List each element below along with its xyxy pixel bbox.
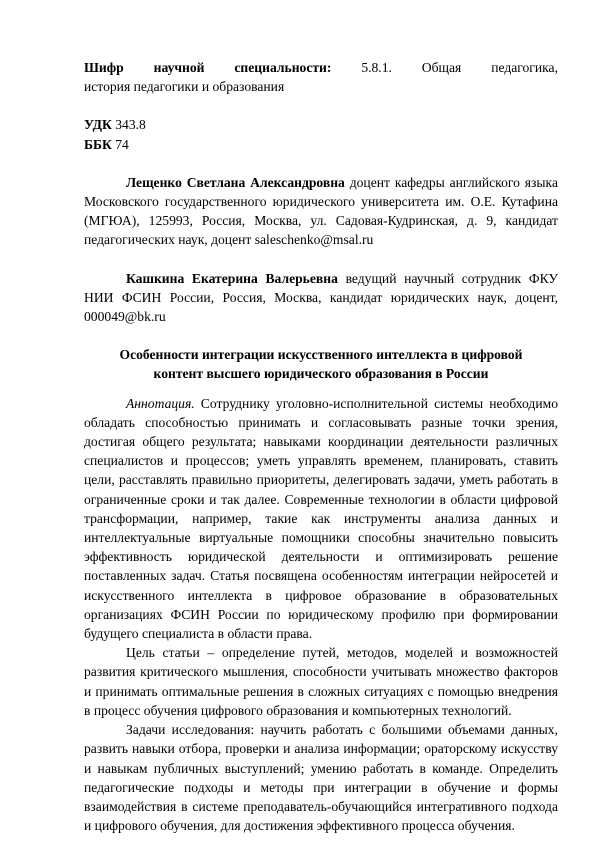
abstract-paragraph-2: Цель статьи – определение путей, методов, моделей и возможностей развития критического мышления, способности учитывать множество факторов и принимать оптимальные решения в сложных ситуациях с помощью внедрения в процесс обучения цифрового образования и компьютерных технологий.	[84, 645, 558, 718]
document-page	[84, 58, 558, 835]
bbk-value: 74	[115, 136, 129, 152]
author1-block	[84, 173, 558, 250]
specialty-line-1	[84, 58, 558, 77]
abstract-text-1: Сотруднику уголовно-исполнительной системы необходимо обладать способностью принимать и согласовывать разные точки зрения, достигая общего результата; навыками координации деятельности различных специалистов и процессов; уметь управлять временем, планировать, ставить цели, расставлять правильно приоритеты, делегировать задачи, уметь работать в ограниченные сроки и так далее. Современные технологии в области цифровой трансформации, например, такие как инструменты анализа данных и интеллектуальные виртуальные помощники способны значительно повысить эффективность юридической деятельности и оптимизировать решение поставленных задач. Статья посвящена особенностям интеграции нейросетей и искусственного интеллекта в цифровое образование в образовательных организациях ФСИН России по юридическому профилю при формировании будущего специалиста в области права.	[84, 395, 558, 642]
title-line-2: контент высшего юридического образования в России	[153, 366, 489, 382]
udk-value: 343.8	[115, 117, 146, 133]
specialty-label: Шифр научной специальности:	[84, 60, 332, 75]
author1-info: доцент кафедры английского языка Московского государственного юридического университета им. О.Е. Кутафина (МГЮА), 125993, Россия, Москва, ул. Садовая-Кудринская, д. 9, кандидат педагогических наук, доцент saleschenko@msal.ru	[84, 174, 558, 248]
udk-label: УДК	[84, 117, 112, 133]
author2-info: ведущий научный сотрудник ФКУ НИИ ФСИН России, Россия, Москва, кандидат юридических наук, доцент, 000049@bk.ru	[84, 270, 558, 325]
specialty-value-2: история педагогики и образования	[84, 79, 285, 95]
title-line-1: Особенности интеграции искусственного интеллекта в цифровой	[119, 347, 523, 363]
author2-name: Кашкина Екатерина Валерьевна	[126, 270, 338, 286]
author1-name: Лещенко Светлана Александровна	[126, 174, 345, 190]
bbk-line	[84, 135, 558, 154]
abstract-paragraph-3: Задачи исследования: научить работать с большими объемами данных, развить навыки отбора, проверки и анализа информации; ораторскому искусству и навыкам публичных выступлений; умению работать в команде. Определить педагогические подходы и методы при интеграции в обучение и формы взаимодействия в системе преподаватель-обучающийся интегративного подхода и цифрового обучения, для достижения эффективного процесса обучения.	[84, 722, 558, 834]
article-title	[84, 345, 558, 383]
author2-block	[84, 269, 558, 327]
specialty-block	[84, 58, 558, 96]
abstract-paragraph-1	[84, 394, 558, 644]
abstract-label: Аннотация.	[126, 395, 195, 411]
specialty-value-1: 5.8.1. Общая педагогика,	[361, 60, 558, 75]
bbk-label: ББК	[84, 136, 112, 152]
udk-line	[84, 115, 558, 134]
